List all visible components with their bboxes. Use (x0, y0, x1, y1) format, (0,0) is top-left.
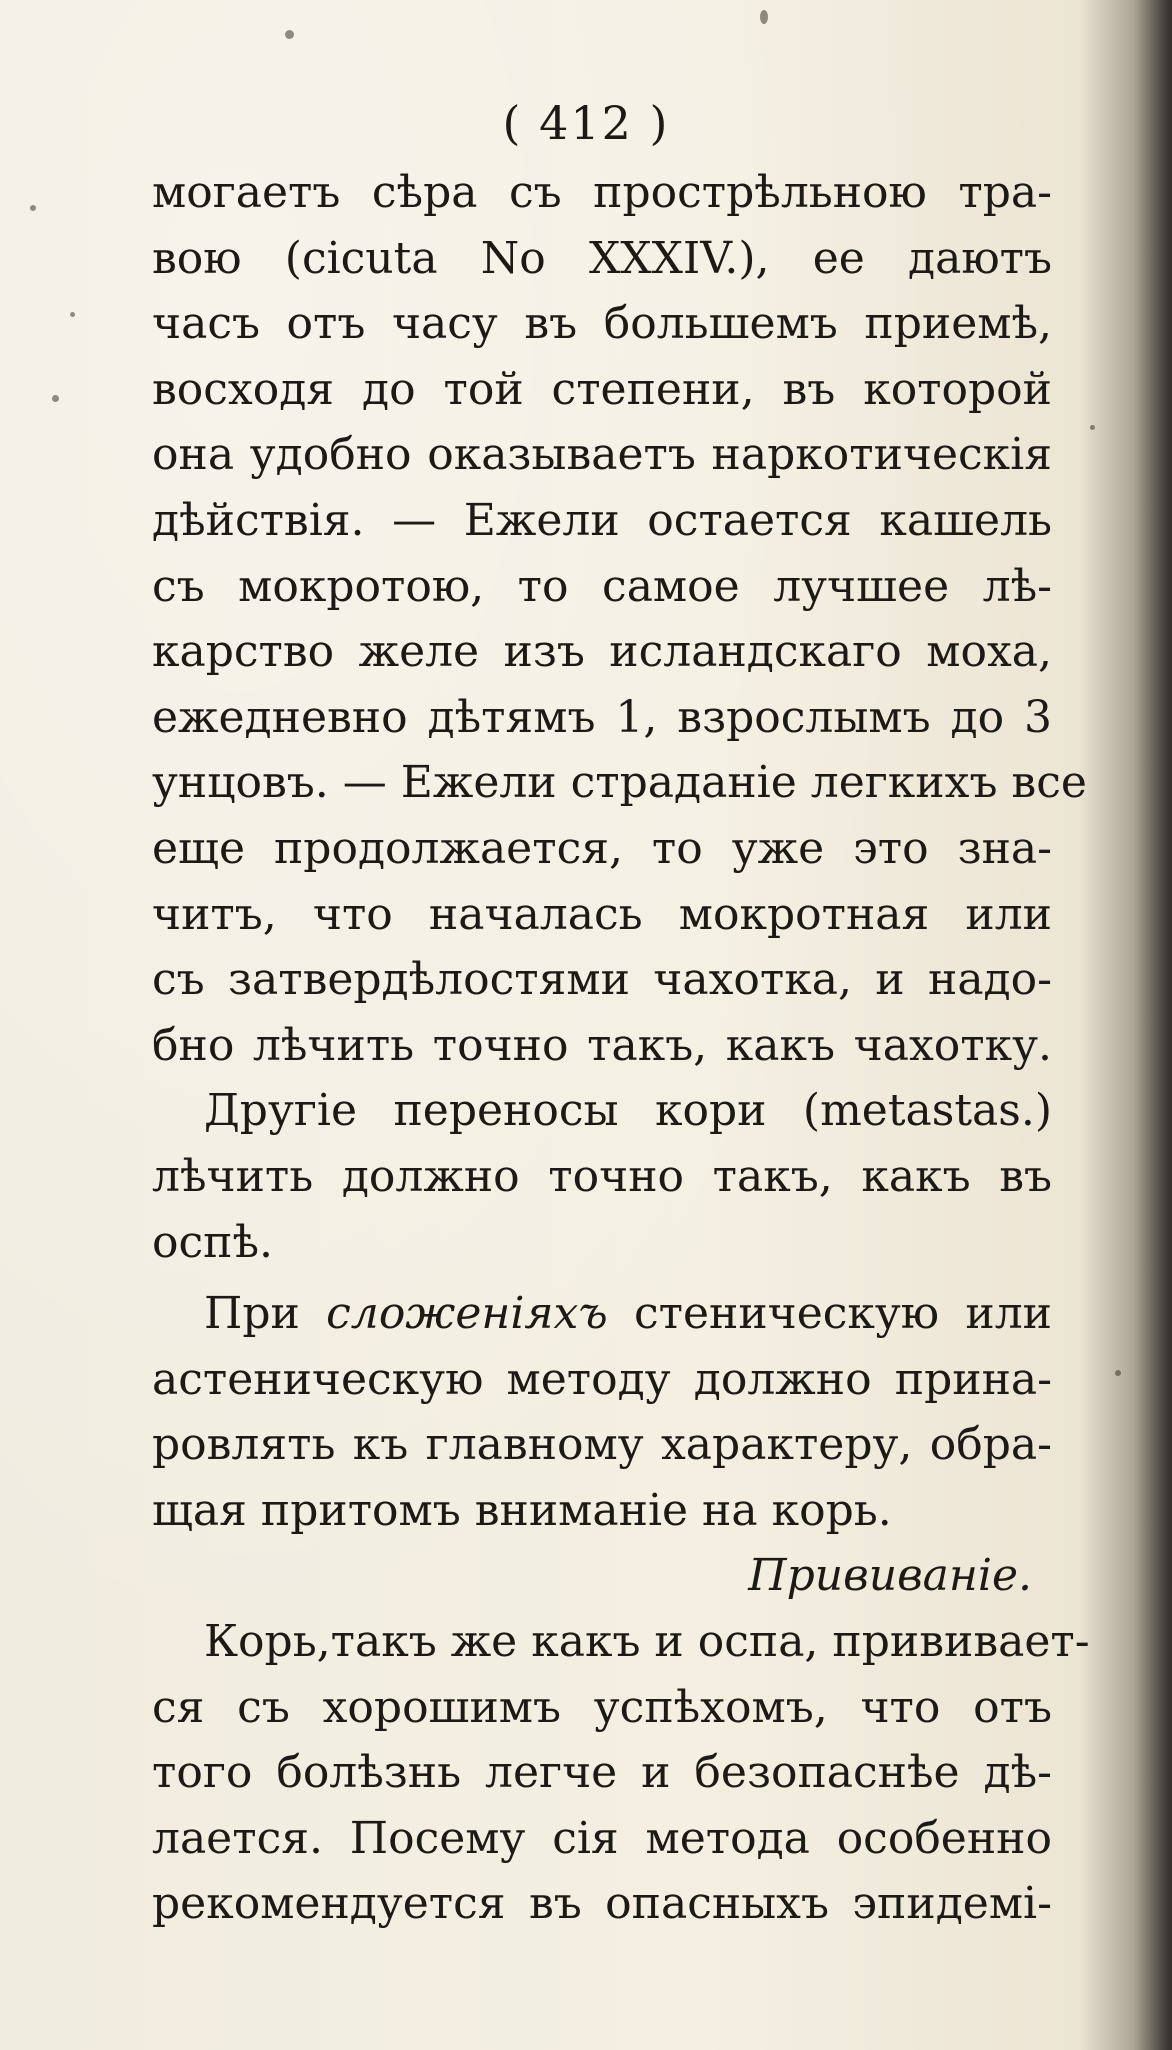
text-line: часъ отъ часу въ большемъ приемѣ, (152, 298, 1052, 350)
ink-speck (30, 205, 36, 211)
text-line: унцовъ. — Ежели страданіе легкихъ все (152, 757, 1087, 809)
italic-term: сложеніяхъ (326, 1288, 608, 1340)
ink-speck (1115, 1370, 1121, 1376)
ink-speck (285, 30, 294, 39)
ink-speck (760, 10, 768, 24)
text-line: ся съ хорошимъ успѣхомъ, что отъ (152, 1681, 1052, 1733)
body-text (152, 160, 1090, 1937)
page-edge-shadow (1134, 0, 1172, 2050)
text-line: ровлять къ главному характеру, обра- (152, 1419, 1052, 1471)
text-line: дѣйствія. — Ежели остается кашель (152, 494, 1052, 546)
ink-speck (52, 395, 59, 402)
text-line: съ мокротою, то самое лучшее лѣ- (152, 560, 1052, 612)
text-line: оспѣ. (152, 1216, 273, 1268)
section-heading: Прививаніе. (748, 1550, 1032, 1602)
text-line: еще продолжается, то уже это зна- (152, 822, 1052, 874)
text-line: астеническую методу должно прина- (152, 1353, 1052, 1405)
text-line: восходя до той степени, въ которой (152, 363, 1052, 415)
text-line: читъ, что началась мокротная или (152, 888, 1052, 940)
text-line: лѣчить должно точно такъ, какъ въ (152, 1150, 1052, 1202)
text-line: Другіе переносы кори (metastas.) (204, 1085, 1052, 1137)
paragraph-opening-line (152, 1281, 1052, 1347)
text-line: она удобно оказываетъ наркотическія (152, 429, 1052, 481)
page-number: ( 412 ) (502, 96, 670, 150)
text-fragment: При (204, 1288, 300, 1340)
text-fragment: стеническую или (633, 1288, 1052, 1340)
ink-speck (70, 312, 75, 317)
text-line: рекомендуется въ опасныхъ эпидемі- (152, 1878, 1052, 1930)
text-line: щая притомъ вниманіе на корь. (152, 1484, 892, 1536)
text-line: съ затвердѣлостями чахотка, и надо- (152, 954, 1052, 1006)
text-line: Корь,такъ же какъ и оспа, прививает- (204, 1616, 1090, 1668)
text-line: того болѣзнь легче и безопаснѣе дѣ- (152, 1747, 1052, 1799)
text-line: бно лѣчить точно такъ, какъ чахотку. (152, 1019, 1052, 1071)
ink-speck (1090, 425, 1095, 430)
text-line: лается. Посему сія метода особенно (152, 1812, 1052, 1864)
text-line: карство желе изъ исландскаго моха, (152, 626, 1052, 678)
text-line: ежедневно дѣтямъ 1, взрослымъ до 3 (152, 691, 1052, 743)
text-line: могаетъ сѣра съ прострѣльною тра- (152, 167, 1052, 218)
text-line: вою (cicuta No XXXIV.), ее даютъ (152, 232, 1052, 284)
